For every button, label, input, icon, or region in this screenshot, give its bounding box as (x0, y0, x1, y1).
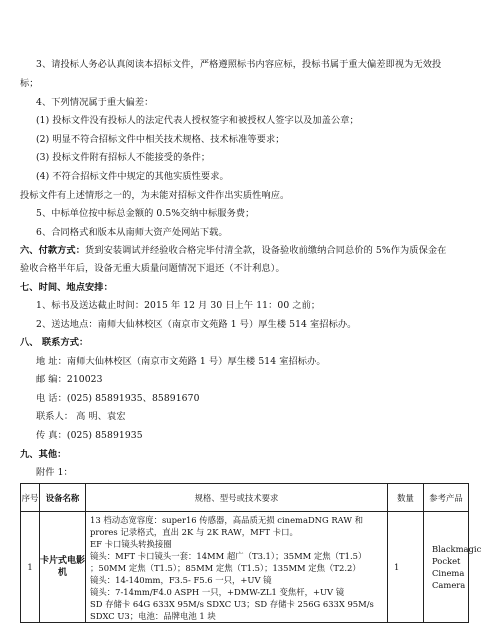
equipment-table (20, 483, 482, 623)
table-header-row (21, 484, 469, 512)
table-row (21, 512, 469, 623)
text-line-6: (3) 投标文件附有招标人不能接受的条件； (36, 152, 211, 163)
spec-line: SD 存储卡 64G 633X 95M/s SDXC U3；SD 存储卡 256G 633X 95M/s (90, 599, 374, 609)
contact-person: 联系人： 高 明、袁宏 (36, 411, 126, 422)
text-line-3: 4、下列情况属于重大偏差： (36, 97, 154, 108)
row-qty: 1 (388, 512, 424, 623)
row-no: 1 (21, 512, 40, 623)
attachment-label: 附件 1： (36, 467, 73, 478)
text-line-8: 投标文件有上述情形之一的，为未能对招标文件作出实质性响应。 (20, 190, 290, 201)
spec-line: 13 档动态宽容度：super16 传感器，高品质无损 cinemaDNG RAW 和 (90, 515, 364, 525)
spec-line: SDXC U3；电池：品牌电池 1 块 (90, 611, 216, 621)
section-heading-other: 九、其他： (20, 449, 67, 460)
header-name: 设备名称 (40, 484, 86, 512)
ref-line: Camera (432, 580, 466, 590)
text-line-10: 6、合同格式和版本从南师大资产处网站下载。 (36, 227, 228, 238)
text-line-5: (2) 明显不符合招标文件中相关技术规格、技术标准等要求； (36, 134, 285, 145)
header-ref: 参考产品 (424, 484, 469, 512)
text-line-2: 标； (20, 78, 39, 89)
header-no: 序号 (21, 484, 40, 512)
row-ref (424, 512, 482, 623)
contact-address: 地 址：南师大仙林校区（南京市文苑路 1 号）厚生楼 514 室招标办。 (36, 356, 326, 367)
row-spec (86, 512, 388, 623)
section-heading-schedule: 七、时间、地点安排： (20, 282, 113, 293)
payment-text-line-1: 货到安装调试并经验收合格完毕付清全款，设备验收前缴纳合同总价的 5%作为质保金在 (85, 245, 447, 256)
text-line-9: 5、中标单位按中标总金额的 0.5%交纳中标服务费； (36, 208, 255, 219)
spec-line: 镜头：7-14mm/F4.0 ASPH 一只，+DMW-ZL1 变焦杆，+UV 镜 (90, 587, 345, 597)
header-qty: 数量 (388, 484, 424, 512)
text-line-7: (4) 不符合招标文件中规定的其他实质性要求。 (36, 171, 229, 182)
spec-line: 镜头：14-140mm，F3.5- F5.6 一只，+UV 镜 (90, 575, 272, 585)
text-line-1: 3、请投标人务必认真阅读本招标文件，严格遵照标书内容应标，投标书属于重大偏差即视为无效投 (36, 59, 442, 70)
schedule-line-1: 1、标书及送达截止时间：2015 年 12 月 30 日上午 11：00 之前； (36, 300, 321, 311)
schedule-line-2: 2、送达地点：南师大仙林校区（南京市文苑路 1 号）厚生楼 514 室招标办。 (36, 319, 357, 330)
text-line-4: (1) 投标文件没有投标人的法定代表人授权签字和被授权人签字以及加盖公章； (36, 115, 359, 126)
ref-line: Cinema (432, 568, 465, 578)
section-heading-payment: 六、付款方式： (20, 245, 86, 256)
spec-line: ；50MM 定焦（T1.5）；85MM 定焦（T1.5）；135MM 定焦（T2.2） (90, 563, 361, 573)
row-name: 卡片式电影机 (40, 512, 86, 623)
contact-phone: 电 话：(025) 85891935、85891670 (36, 393, 200, 404)
contact-fax: 传 真：(025) 85891935 (36, 430, 143, 441)
spec-line: 镜头：MFT 卡口镜头一套：14MM 超广（T3.1）；35MM 定焦（T1.5） (90, 551, 367, 561)
payment-text-line-2: 验收合格半年后，设备无重大质量问题情况下退还（不计利息）。 (20, 263, 285, 274)
spec-line: prores 记录格式，直出 2K 与 2K RAW，MFT 卡口。 (90, 527, 298, 537)
header-spec: 规格、型号或技术要求 (86, 484, 388, 512)
section-heading-contact: 八、 联系方式： (20, 337, 89, 348)
ref-line: Pocket (432, 556, 461, 566)
spec-line: EF 卡口镜头转换接圈 (90, 539, 172, 549)
ref-line: Blackmagic (432, 544, 482, 554)
contact-postcode: 邮 编：210023 (36, 374, 103, 385)
